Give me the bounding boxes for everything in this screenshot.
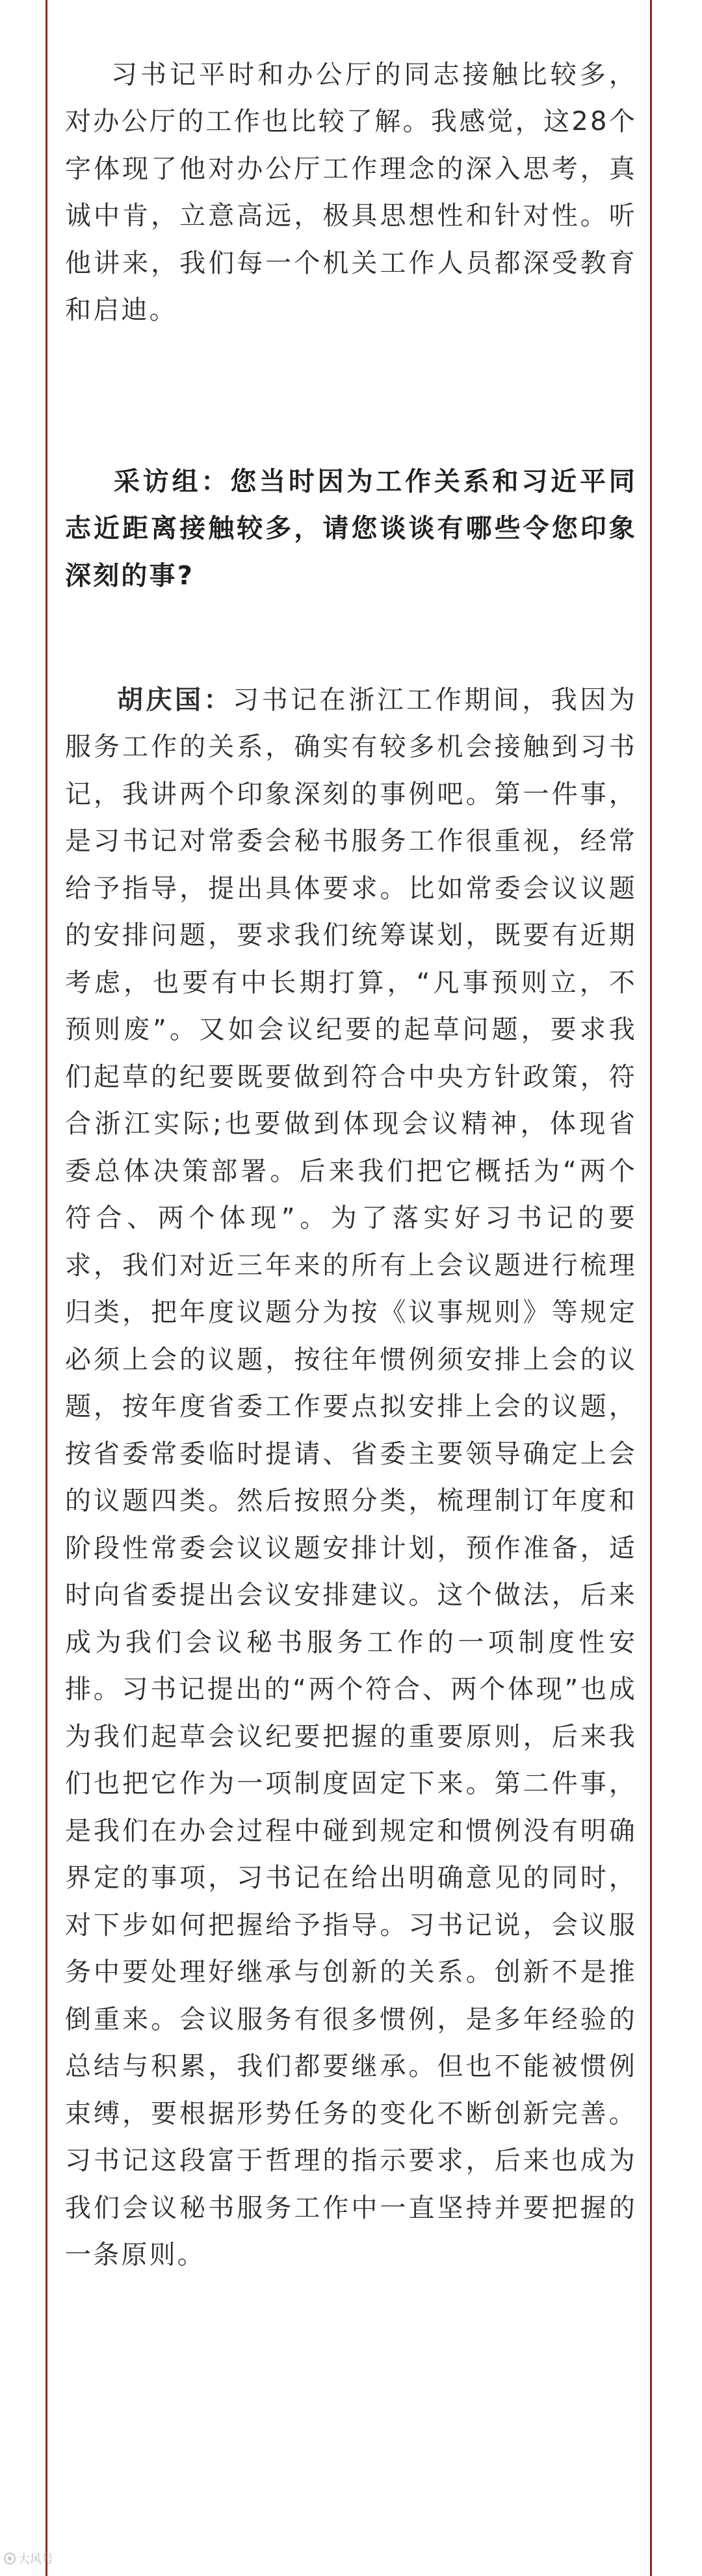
- interview-answer: [65, 677, 637, 2279]
- interview-question: [65, 411, 637, 647]
- watermark-text: 大风号: [18, 2553, 53, 2566]
- speaker-name: 胡庆国：: [117, 684, 233, 715]
- question-text: 采访组：您当时因为工作关系和习近平同志近距离接触较多，请您谈谈有哪些令您印象深刻的事?: [65, 466, 637, 591]
- paragraph-text: 习书记平时和办公厅的同志接触比较多，对办公厅的工作也比较了解。我感觉，这28个字体现了他对办公厅工作理念的深入思考，真诚中肯，立意高远，极具思想性和针对性。听他讲来，我们每一个机关工作人员都深受教育和启迪。: [65, 59, 637, 325]
- watermark: [4, 2550, 53, 2567]
- watermark-logo-icon: [4, 2553, 16, 2564]
- article-body: [65, 4, 637, 2309]
- answer-text: 习书记在浙江工作期间，我因为服务工作的关系，确实有较多机会接触到习书记，我讲两个印象深刻的事例吧。第一件事，是习书记对常委会秘书服务工作很重视，经常给予指导，提出具体要求。比如常委会议议题的安排问题，要求我们统筹谋划，既要有近期考虑，也要有中长期打算，“凡事预则立，不预则废”。又如会议纪要的起草问题，要求我们起草的纪要既要做到符合中央方针政策，符合浙江实际;也要做到体现会议精神，体现省委总体决策部署。后来我们把它概括为“两个符合、两个体现”。为了落实好习书记的要求，我们对近三年来的所有上会议题进行梳理归类，把年度议题分为按《议事规则》等规定必须上会的议题，按往年惯例须安排上会的议题，按年度省委工作要点拟安排上会的议题，按省委常委临时提请、省委主要领导确定上会的议题四类。然后按照分类，梳理制订年度和阶段性常委会议议题安排计划，预作准备，适时向省委提出会议安排建议。这个做法，后来成为我们会议秘书服务工作的一项制度性安排。习书记提出的“两个符合、两个体现”也成为我们起草会议纪要把握的重要原则，后来我们也把它作为一项制度固定下来。第二件事，是我们在办会过程中碰到规定和惯例没有明确界定的事项，习书记在给出明确意见的同时，对下步如何把握给予指导。习书记说，会议服务中要处理好继承与创新的关系。创新不是推倒重来。会议服务有很多惯例，是多年经验的总结与积累，我们都要继承。但也不能被惯例束缚，要根据形势任务的变化不断创新完善。习书记这段富于哲理的指示要求，后来也成为我们会议秘书服务工作中一直坚持并要把握的一条原则。: [65, 684, 637, 2270]
- paragraph-intro: [65, 4, 637, 381]
